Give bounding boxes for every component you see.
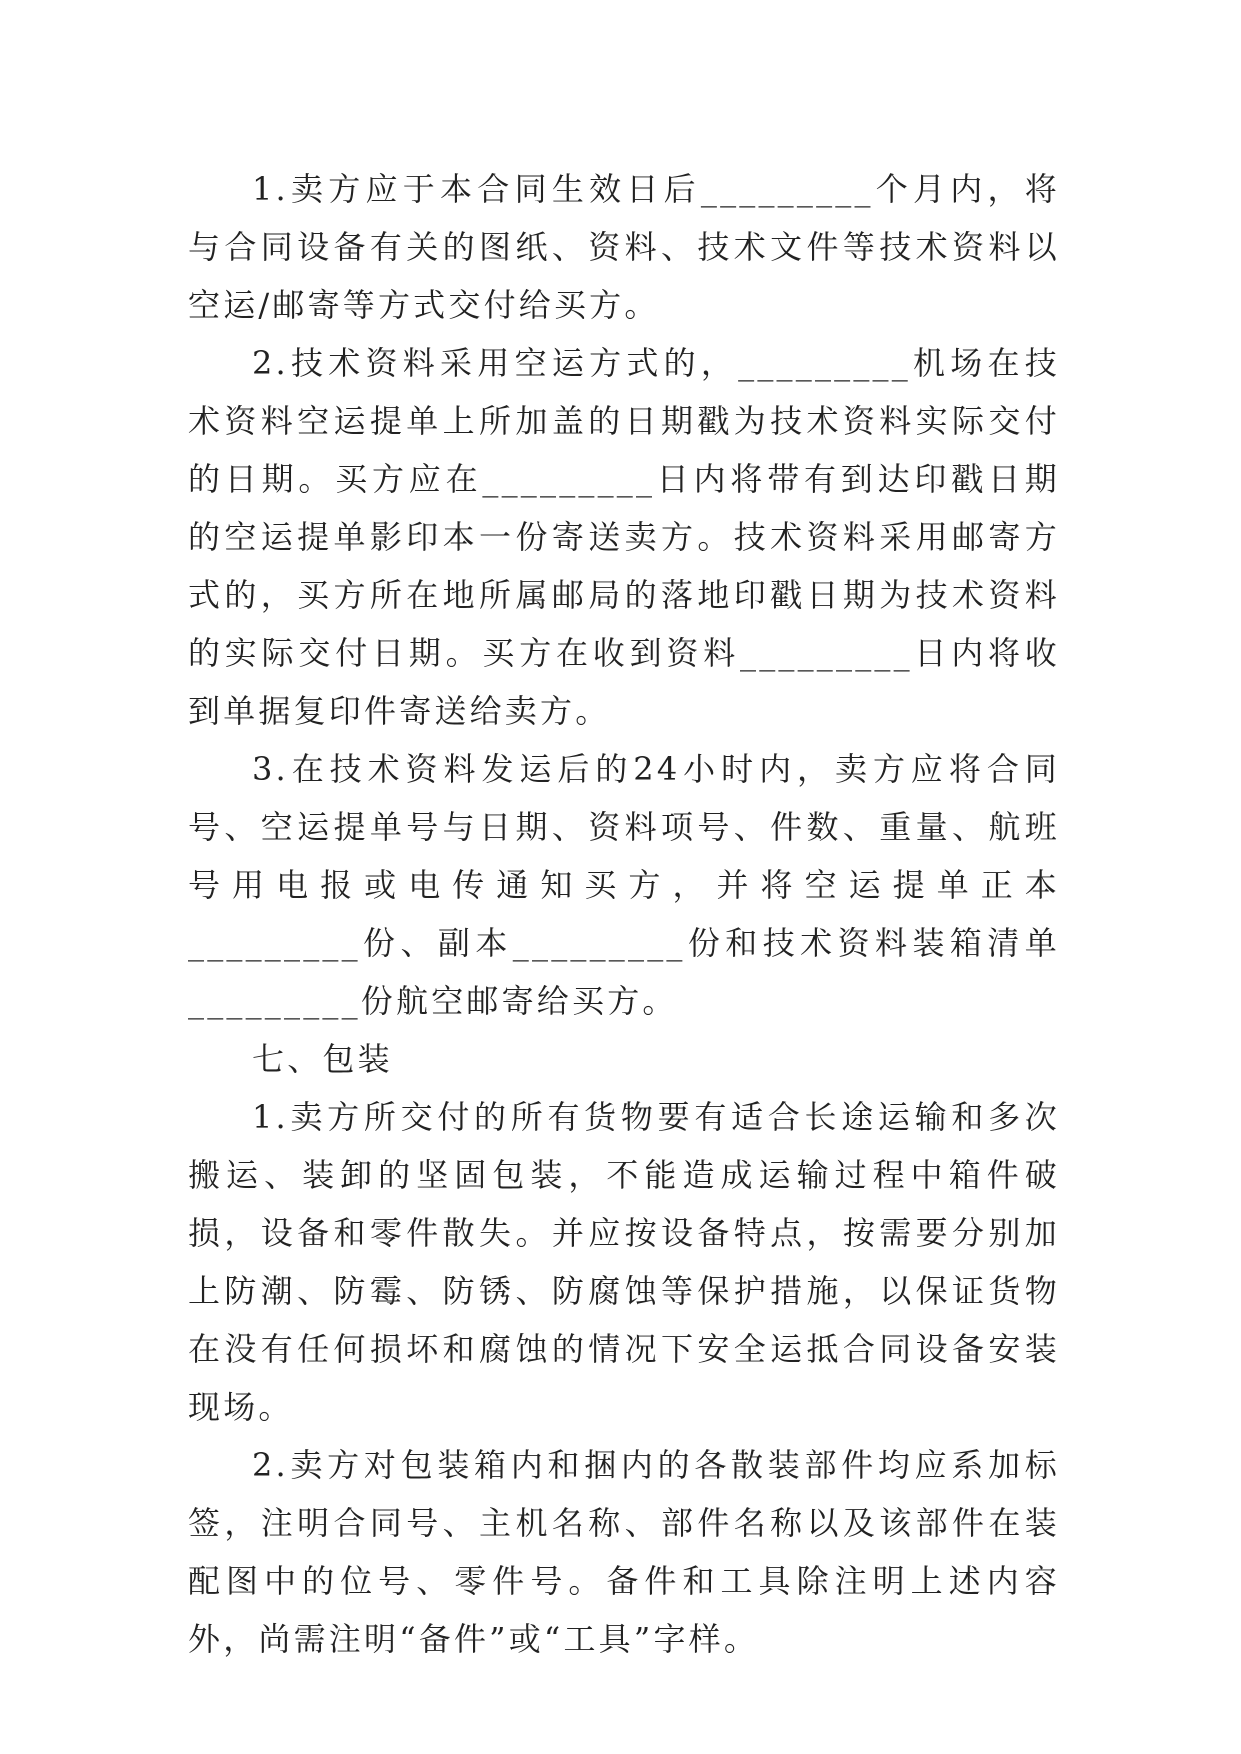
paragraph-packaging-requirements: 1.卖方所交付的所有货物要有适合长途运输和多次搬运、装卸的坚固包装，不能造成运输过程中箱件破损，设备和零件散失。并应按设备特点，按需要分别加上防潮、防霉、防锈、防腐蚀等保护措施，以保证货物在没有任何损坏和腐蚀的情况下安全运抵合同设备安装现场。	[188, 1098, 1060, 1426]
paragraph-tech-docs-delivery: 1.卖方应于本合同生效日后_________个月内，将与合同设备有关的图纸、资料、技术文件等技术资料以空运/邮寄等方式交付给买方。	[188, 170, 1060, 324]
contract-text	[188, 160, 1060, 1668]
paragraph-air-mail-delivery-date: 2.技术资料采用空运方式的，_________机场在技术资料空运提单上所加盖的日期戳为技术资料实际交付的日期。买方应在_________日内将带有到达印戳日期的空运提单影印本一份寄送卖方。技术资料采用邮寄方式的，买方所在地所属邮局的落地印戳日期为技术资料的实际交付日期。买方在收到资料_________日内将收到单据复印件寄送给卖方。	[188, 344, 1060, 730]
section-heading-packaging: 七、包装	[252, 1040, 393, 1078]
paragraph-labeling: 2.卖方对包装箱内和捆内的各散装部件均应系加标签，注明合同号、主机名称、部件名称以及该部件在装配图中的位号、零件号。备件和工具除注明上述内容外，尚需注明“备件”或“工具”字样。	[188, 1446, 1060, 1658]
paragraph-shipment-notice: 3.在技术资料发运后的24小时内，卖方应将合同号、空运提单号与日期、资料项号、件数、重量、航班号用电报或电传通知买方，并将空运提单正本_________份、副本_________份和技术资料装箱清单_________份航空邮寄给买方。	[188, 750, 1060, 1020]
